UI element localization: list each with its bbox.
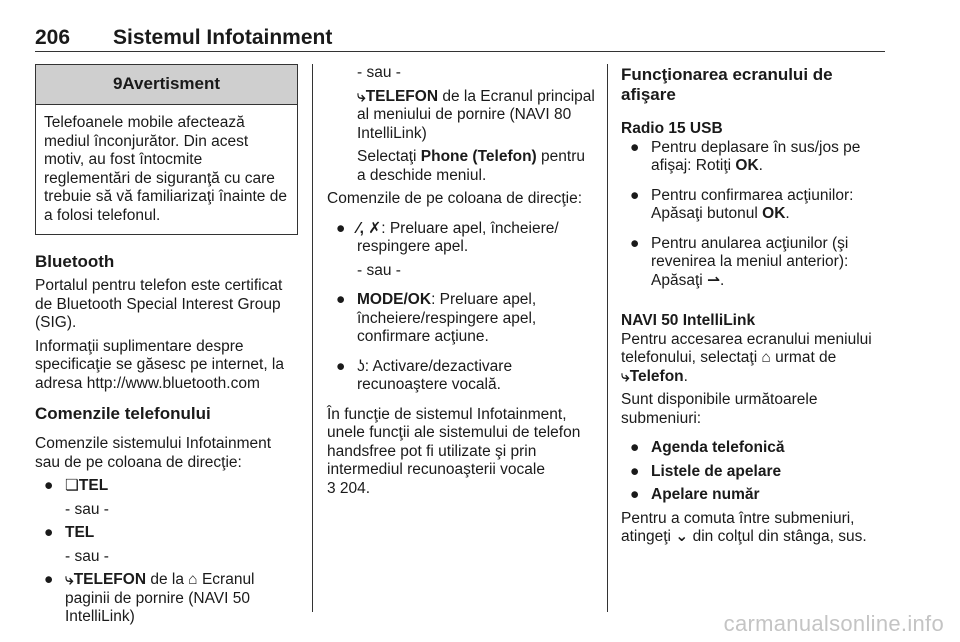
navi-paragraph-1 <box>621 331 887 387</box>
bluetooth-heading: Bluetooth <box>35 252 115 271</box>
steering-intro: Comenzile de pe coloana de direcţie: <box>327 190 583 207</box>
ok-label: OK <box>762 205 786 222</box>
text: . <box>785 205 790 222</box>
navi-paragraph-2: Sunt disponibile următoarele submeniuri: <box>621 391 818 427</box>
commands-heading: Comenzile telefonului <box>35 404 211 423</box>
text: Pentru deplasare în sus/jos pe afişaj: Rotiţi <box>651 138 861 174</box>
bullet-icon: ● <box>630 234 640 252</box>
bullet-icon: ● <box>630 486 640 503</box>
list-item <box>621 187 887 224</box>
voice-paragraph: În funcţie de sistemul Infotainment, unele funcţii ale sistemului de telefon handsfree pot fi utilizate şi prin intermediul recunoaşterii vocale <box>327 405 581 478</box>
ok-label: OK <box>735 157 759 174</box>
page-title: Sistemul Infotainment <box>113 26 333 49</box>
bullet-icon: ● <box>630 439 640 456</box>
warning-title: Avertisment <box>122 74 221 94</box>
warning-box <box>35 64 298 235</box>
list-item <box>35 477 299 496</box>
text: urmat de <box>770 349 837 366</box>
phone-icon: ⤷ <box>621 367 630 385</box>
text: : Preluare apel, încheiere/ respingere apel. <box>357 219 559 255</box>
or-text: - sau - <box>357 64 401 81</box>
radio-heading: Radio 15 USB <box>621 120 723 137</box>
chevron-down-icon: ⌄ <box>675 528 689 545</box>
text: . <box>720 271 725 289</box>
text: de la <box>146 571 189 588</box>
navi-heading: NAVI 50 IntelliLink <box>621 312 756 329</box>
column-1 <box>35 64 299 627</box>
warning-body: Telefoanele mobile afectează mediul înconjurător. Din acest motiv, au fost întocmite reglementări de siguranţă cu care trebuie să vă familiarizaţi înainte de a folosi telefonul. <box>44 114 287 224</box>
bullet-icon: ● <box>630 462 640 480</box>
column-divider-right <box>607 64 608 612</box>
call-end-icons: ⁄, ✗ <box>357 219 382 237</box>
warning-icon: 9 <box>112 74 123 94</box>
text: Pentru accesarea ecranului meniului telefonului, selectaţi <box>621 330 872 366</box>
list-item <box>327 358 597 395</box>
navi-paragraph-3 <box>621 510 887 547</box>
text: de la Ecranul principal al meniului de pornire (NAVI 80 IntelliLink) <box>357 87 595 142</box>
watermark: carmanualsonline.info <box>723 611 944 636</box>
page-header <box>35 26 885 50</box>
bluetooth-paragraph-2: Informaţii suplimentare despre specificaţie se găsesc pe internet, la adresa http://www.bluetooth.com <box>35 337 284 392</box>
mode-ok-label: MODE/OK <box>357 291 432 308</box>
page-number: 206 <box>35 26 71 49</box>
telefon-paragraph <box>327 88 597 144</box>
tel-icon: ❏ <box>65 477 79 494</box>
submenu-dial-number: Apelare număr <box>651 486 760 503</box>
bullet-icon: ● <box>336 291 346 308</box>
select-paragraph <box>327 148 597 185</box>
tel-label: TEL <box>65 524 95 541</box>
bullet-icon: ● <box>44 477 54 494</box>
bullet-icon: ● <box>630 186 640 204</box>
submenu-call-lists: Listele de apelare <box>651 462 782 480</box>
list-item <box>621 439 887 458</box>
submenu-phonebook: Agenda telefonică <box>651 439 785 456</box>
column-3 <box>621 64 887 547</box>
text: pentru a deschide meniul. <box>357 148 585 184</box>
or-text: - sau - <box>65 500 109 518</box>
telefon-label: Telefon <box>629 367 684 385</box>
list-item <box>621 235 887 291</box>
list-item <box>621 463 887 482</box>
text: : Activare/dezactivare recunoaştere vocală. <box>357 357 513 393</box>
commands-intro: Comenzile sistemului Infotainment sau de pe coloana de direcţie: <box>35 435 272 471</box>
list-item <box>327 220 597 257</box>
reference-page: 204. <box>335 479 371 497</box>
reference-icon: 3 <box>327 479 336 497</box>
display-heading: Funcţionarea ecranului de afişare <box>621 65 833 104</box>
home-icon: ⌂ <box>188 571 198 588</box>
bullet-icon: ● <box>630 138 640 156</box>
phone-icon: ⤷ <box>65 571 74 588</box>
column-2 <box>327 64 597 498</box>
home-icon: ⌂ <box>761 349 771 366</box>
phone-icon: ⤷ <box>357 87 366 105</box>
text: din colţul din stânga, sus. <box>688 528 867 545</box>
list-item <box>35 524 299 543</box>
text: Ecranul paginii de pornire (NAVI 50 IntelliLink) <box>65 571 255 625</box>
list-item <box>327 291 597 347</box>
or-text: - sau - <box>357 261 401 279</box>
or-text: - sau - <box>65 547 109 565</box>
back-icon: ⇀ <box>707 271 721 289</box>
text: . <box>758 157 763 174</box>
phone-menu-label: Phone (Telefon) <box>420 148 537 165</box>
column-divider-left <box>312 64 313 612</box>
bluetooth-paragraph-1: Portalul pentru telefon este certificat de Bluetooth Special Interest Group (SIG). <box>35 277 283 331</box>
header-divider <box>35 51 885 52</box>
text: Pentru anularea acţiunilor (şi revenirea la meniul anterior): Apăsaţi <box>651 234 849 289</box>
bullet-icon: ● <box>336 357 346 375</box>
text: Selectaţi <box>357 148 421 165</box>
list-item <box>35 571 299 627</box>
list-item <box>621 139 887 176</box>
bullet-icon: ● <box>336 219 346 237</box>
telefon-label: TELEFON <box>365 87 439 105</box>
warning-header <box>36 65 297 105</box>
voice-icon: ʖ <box>357 357 365 375</box>
bullet-icon: ● <box>44 571 54 588</box>
bullet-icon: ● <box>44 524 54 541</box>
text: Pentru confirmarea acţiunilor: Apăsaţi butonul <box>651 186 854 222</box>
tel-label: TEL <box>78 477 109 494</box>
list-item <box>621 486 887 505</box>
text: : Preluare apel, încheiere/respingere apel, confirmare acţiune. <box>357 291 537 345</box>
text: Pentru a comuta între submeniuri, atingeţi <box>621 509 855 545</box>
text: . <box>683 367 688 385</box>
page-reference <box>327 480 597 499</box>
telefon-label: TELEFON <box>73 571 147 588</box>
